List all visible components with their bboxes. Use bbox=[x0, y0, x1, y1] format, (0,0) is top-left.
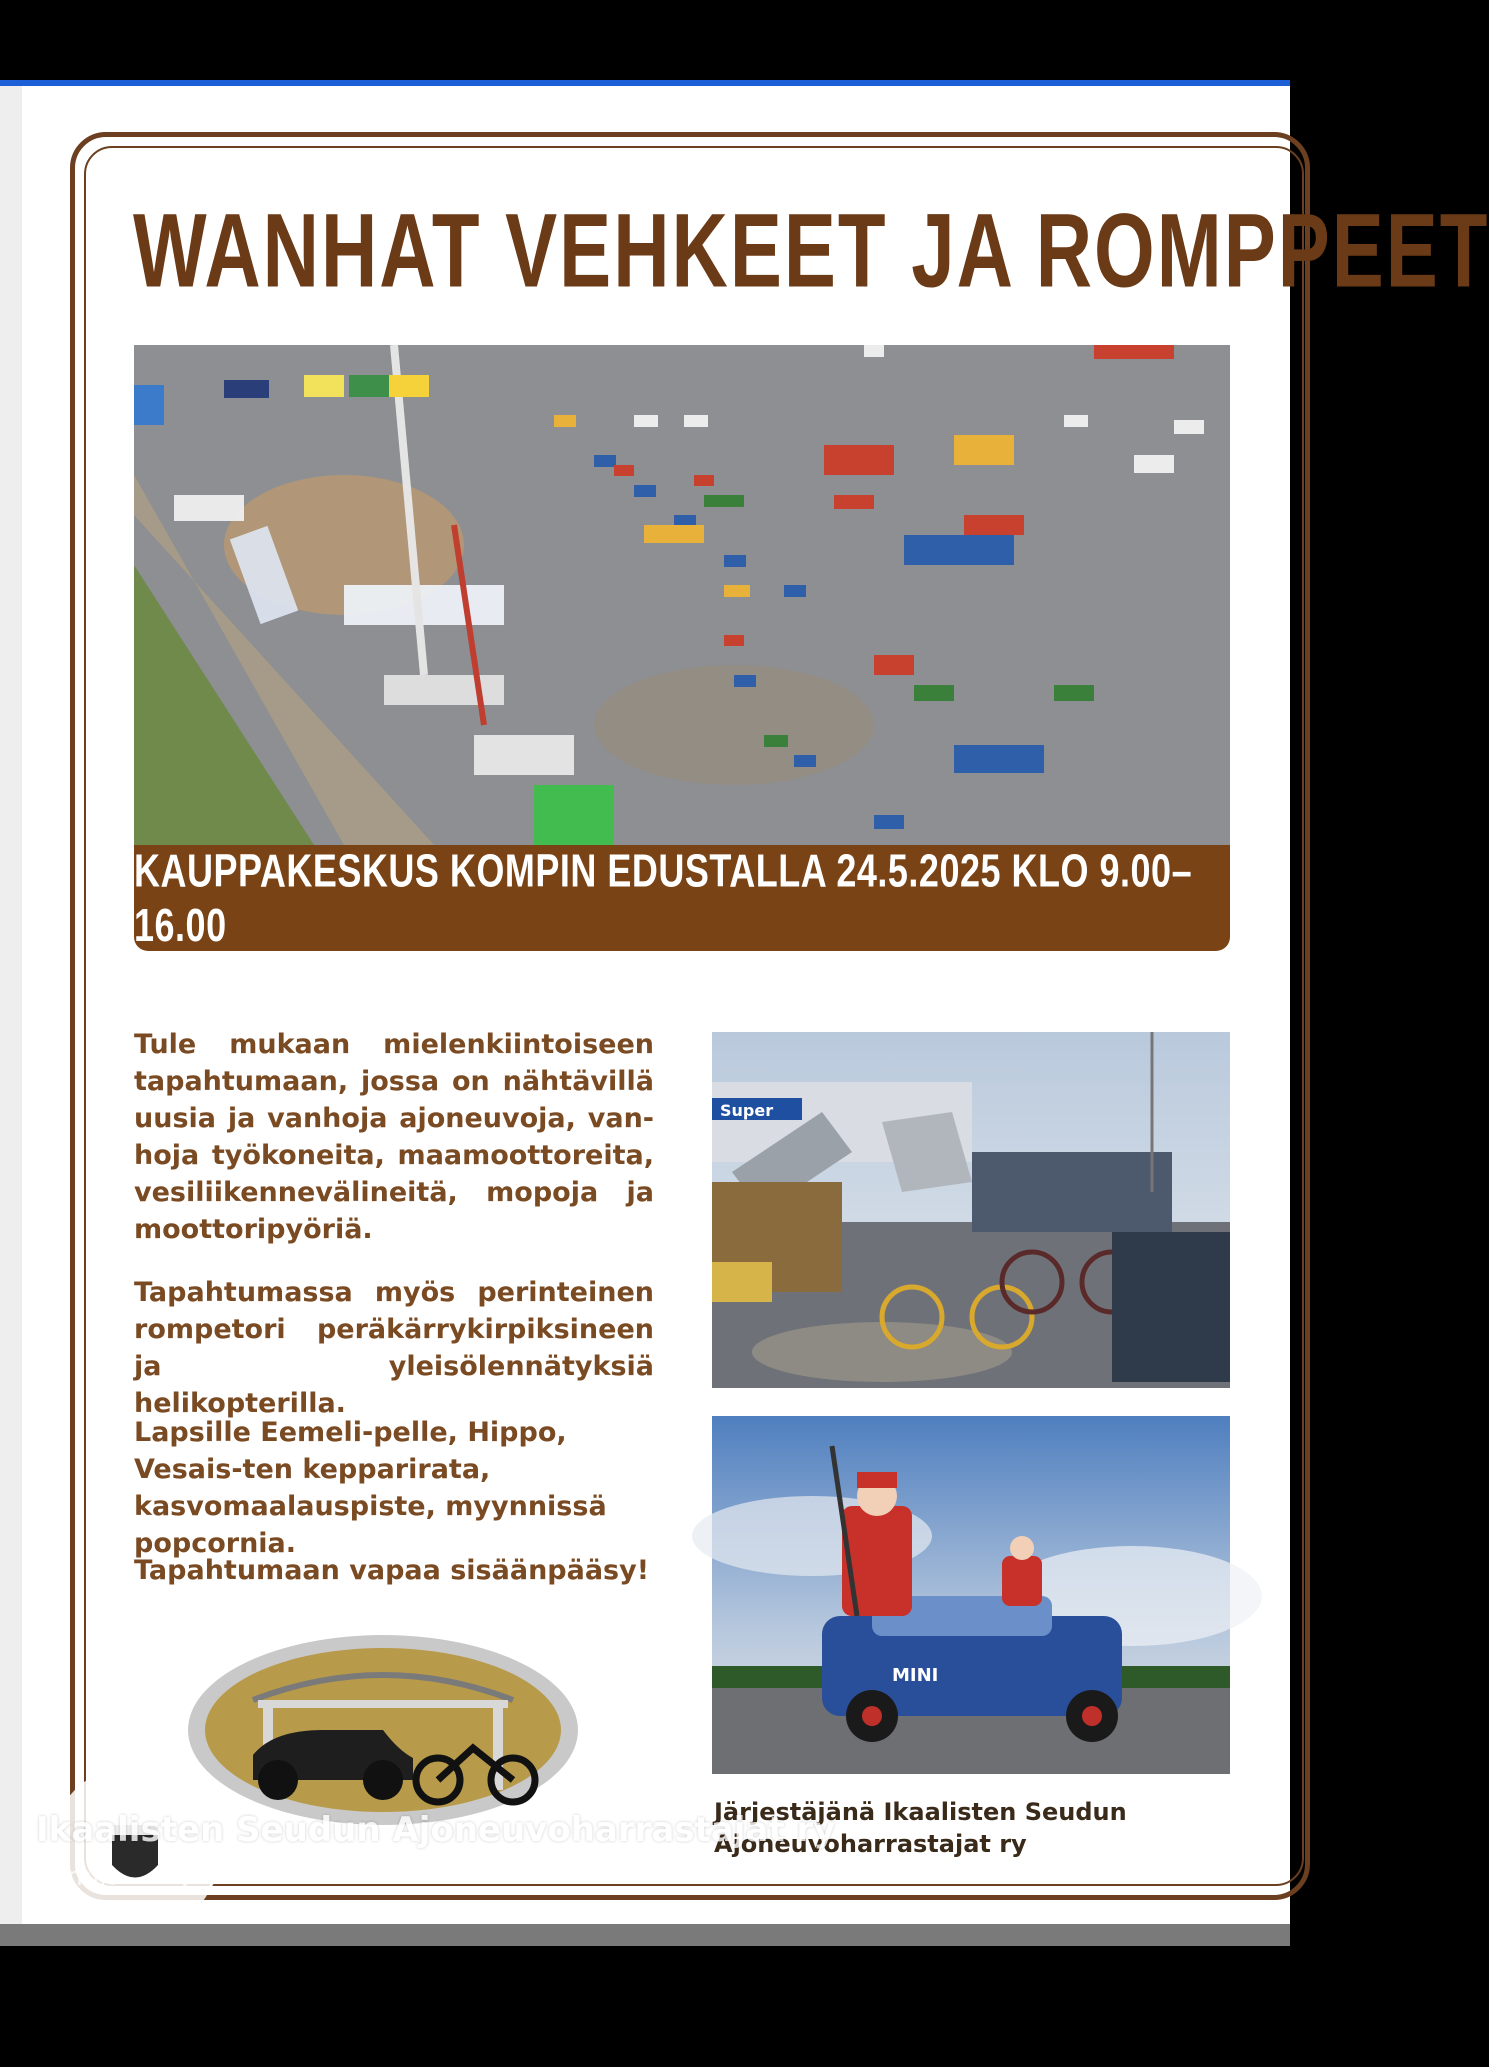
globe-icon bbox=[180, 1860, 216, 1896]
top-black-bar bbox=[0, 0, 1290, 80]
paragraph-free-entry: Tapahtumaan vapaa sisäänpääsy! bbox=[134, 1555, 650, 1586]
paragraph-intro: Tule mukaan mielenkiintoiseen tapahtumaan, jossa on nähtävillä uusia ja vanhoja ajoneuvoja, van-hoja työkoneita, maamoottoreita, vesiliikennevälineitä, mopoja ja moottoripyöriä. bbox=[134, 1029, 654, 1245]
organizer-credit: Järjestäjänä Ikaalisten Seudun Ajoneuvoharrastajat ry bbox=[714, 1798, 1127, 1858]
event-date-banner bbox=[134, 845, 1230, 951]
paragraph-flea-market: Tapahtumassa myös perinteinen rompetori peräkärrykirpiksineen ja yleisölennätyksiä helikopterilla. bbox=[134, 1277, 654, 1419]
bottom-black-bar bbox=[0, 1946, 1290, 2067]
club-logo bbox=[183, 1630, 583, 1830]
car-label: MINI bbox=[892, 1665, 939, 1686]
left-strip bbox=[0, 86, 22, 1924]
store-sign: Super bbox=[720, 1101, 774, 1120]
clown-car-photo bbox=[712, 1416, 1230, 1774]
poster-title: WANHAT VEHKEET JA ROMPPEET bbox=[133, 190, 1489, 310]
post-author-name[interactable]: Ikaalisten Seudun Ajoneuvoharrastajat ry bbox=[36, 1810, 836, 1850]
author-avatar[interactable] bbox=[50, 1765, 220, 1935]
aerial-event-photo bbox=[134, 345, 1230, 845]
post-timestamp[interactable]: 5 min bbox=[42, 1862, 116, 1892]
event-date-text: KAUPPAKESKUS KOMPIN EDUSTALLA 24.5.2025 KLO 9.00–16.00 bbox=[134, 843, 1193, 952]
paragraph-kids: Lapsille Eemeli-pelle, Hippo, Vesais-ten kepparirata, kasvomaalauspiste, myynnissä popcornia. bbox=[134, 1417, 607, 1559]
flea-market-photo bbox=[712, 1032, 1230, 1388]
nav-divider-band bbox=[0, 1924, 1290, 1946]
